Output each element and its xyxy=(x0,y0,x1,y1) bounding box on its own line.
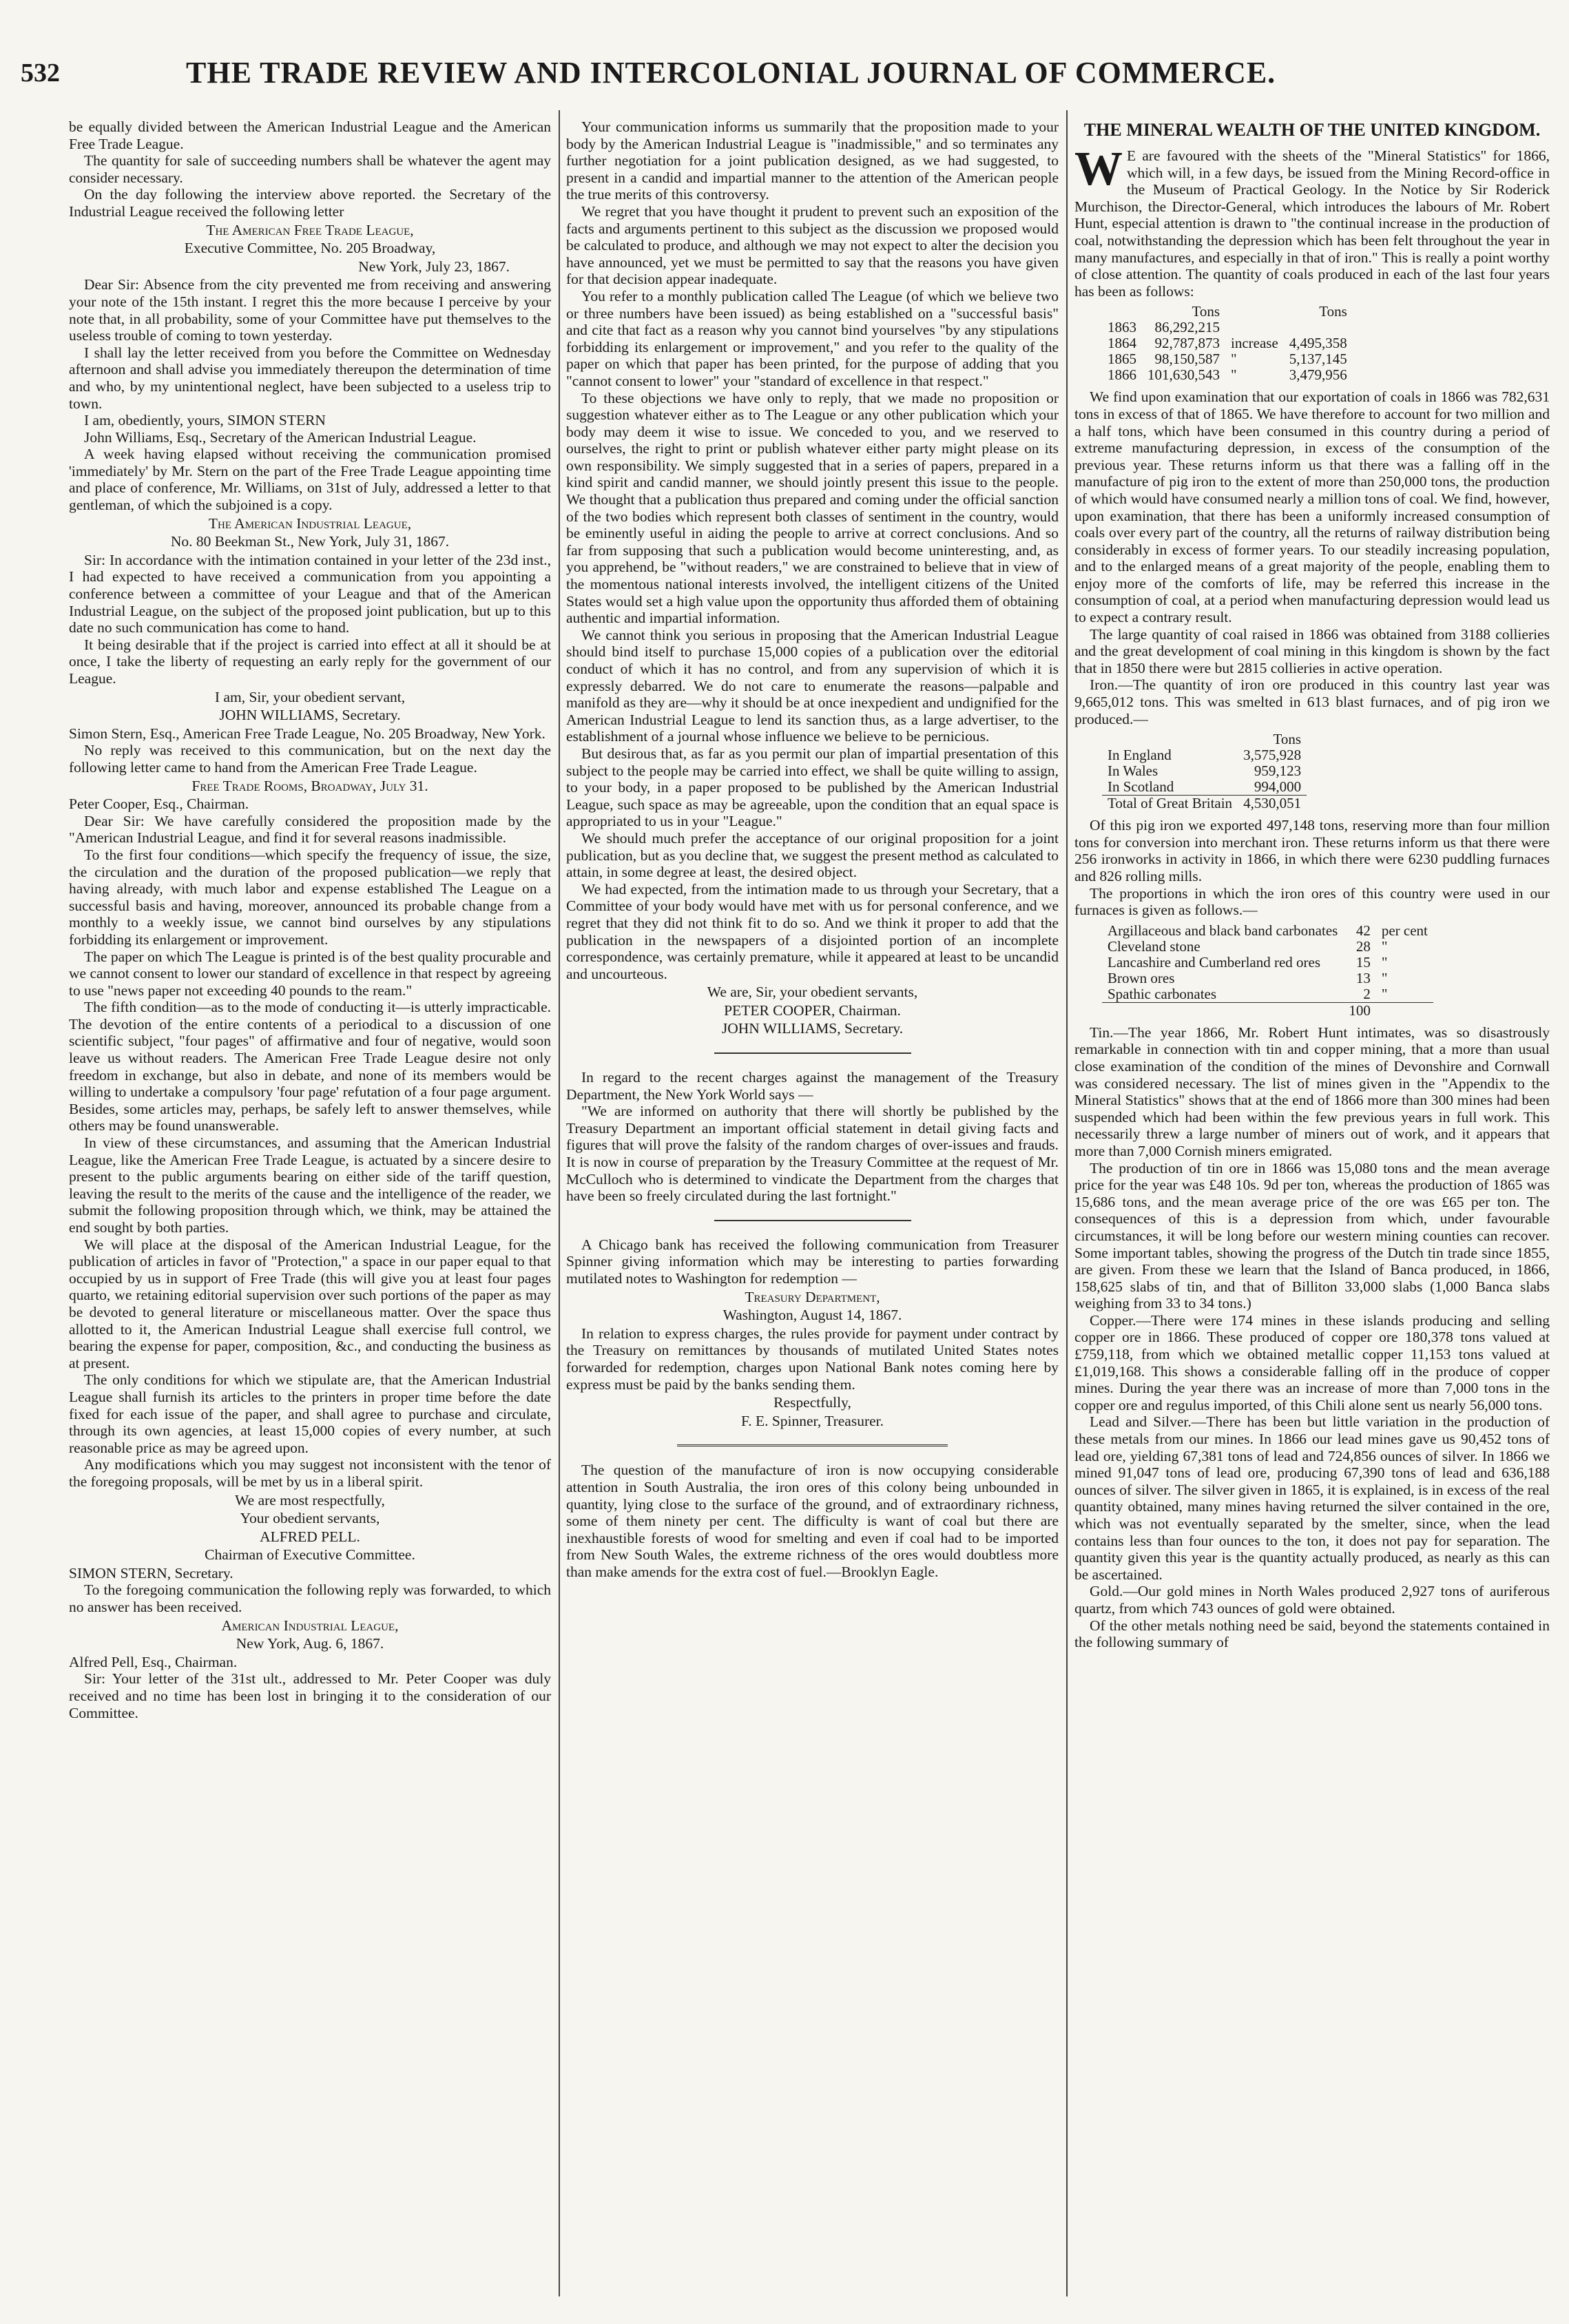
table-cell: 994,000 xyxy=(1254,778,1302,796)
table-cell: " xyxy=(1231,366,1237,384)
paragraph: Your communication informs us summarily that the proposition made to your body by the American Industrial League is "inadmissible," and so terminates any further negotiation for a joint publication designed, as we had suggested, to present in a candid and impartial manner to the attention of the American people the true merits of this controversy. xyxy=(566,118,1059,203)
iron-ore-table xyxy=(1102,923,1433,1019)
table-cell: Spathic carbonates xyxy=(1108,985,1217,1002)
column-1 xyxy=(69,118,551,2310)
table-row xyxy=(1102,955,1433,971)
table-cell: Lancashire and Cumberland red ores xyxy=(1108,953,1321,971)
table-cell: 3,575,928 xyxy=(1243,747,1302,764)
paragraph: Tin.—The year 1866, Mr. Robert Hunt intimates, was so disastrously remarkable in connection with tin and copper mining, that a more than usual close examination of the condition of the mines of Devonshire and Cornwall was considered necessary. The list of mines given in the "Appendix to the Mineral Statistics" shows that at the end of 1866 more than 300 mines had been suspended which had been within the few previous years in full work. This necessarily threw a large number of miners out of work, and it appears that more than 7,000 Cornish miners emigrated. xyxy=(1074,1024,1550,1159)
paragraph: Of the other metals nothing need be said, beyond the statements contained in the following summary of xyxy=(1074,1617,1550,1651)
paragraph: In regard to the recent charges against the management of the Treasury Department, the New York World says — xyxy=(566,1069,1059,1103)
paragraph-text: E are favoured with the sheets of the "Mineral Statistics" for 1866, which will, in a few days, be issued from the Mining Record-office in the Museum of Practical Geology. In the Notice by Sir Roderick Murchison, the Director-General, which introduces the labours of Mr. Robert Hunt, especial attention is drawn to "the continual increase in the production of coal, notwithstanding the depression which has been felt throughout the year in many manufactures, and especially in that of iron." This is really a point worthy of close attention. The quantity of coals produced in each of the last four years has been as follows: xyxy=(1074,147,1550,300)
signature: JOHN WILLIAMS, Secretary. xyxy=(721,1020,904,1037)
table-header-row xyxy=(1102,304,1353,320)
paragraph: It being desirable that if the project is carried into effect at all it should be at once, I take the liberty of requesting an early reply for the government of our League. xyxy=(69,636,551,687)
table-cell: 5,137,145 xyxy=(1289,351,1347,368)
signature: PETER COOPER, Chairman. xyxy=(724,1002,901,1019)
table-row xyxy=(1102,986,1433,1003)
paragraph: Copper.—There were 174 mines in these islands producing and selling copper ore in 1866. These produced of copper ore 180,378 tons valued at £759,118, from which we obtained metallic copper 11,153 tons valued at £1,019,168. This shows a considerable falling off in the produce of copper mines. During the year there was an increase of more than 7,000 tons in the copper ore and regulus imported, of this Chili alone sent us nearly 56,000 tons. xyxy=(1074,1311,1550,1413)
paragraph: On the day following the interview above reported. the Secretary of the Industrial League received the following letter xyxy=(69,186,551,220)
table-cell: Cleveland stone xyxy=(1108,937,1201,955)
drop-cap: W xyxy=(1074,143,1123,196)
table-total-row xyxy=(1102,1002,1433,1019)
column-rule-1 xyxy=(559,110,560,2296)
table-cell: Brown ores xyxy=(1108,969,1175,986)
paragraph: We regret that you have thought it prudent to prevent such an exposition of the facts and arguments pertinent to this subject as the discussion we proposed would be calculated to produce, and although we may not expect to alter the decision you have announced, yet we must be permitted to say that the reasons you have given for that decision appear inadequate. xyxy=(566,203,1059,288)
table-cell: 1863 xyxy=(1108,319,1136,336)
signature-title: Chairman of Executive Committee. xyxy=(205,1546,415,1564)
table-cell: 4,530,051 xyxy=(1238,796,1307,812)
table-cell: 1864 xyxy=(1108,335,1136,352)
paragraph: Of this pig iron we exported 497,148 tons, reserving more than four million tons for conversion into merchant iron. These returns inform us that there were 256 ironworks in activity in 1866, in which there were 6230 puddling furnaces and 826 rolling mills. xyxy=(1074,817,1550,884)
paragraph: You refer to a monthly publication called The League (of which we believe two or three numbers have been issued) as being established on a "successful basis" and cite that fact as a reason why you cannot bind yourselves "by any stipulations forbidding its enlargement or improvement," and you refer to the quality of the paper on which that paper has been printed, for the purpose of adding that you "cannot consent to lower" your "standard of excellence in that respect." xyxy=(566,287,1059,389)
paragraph: The paper on which The League is printed is of the best quality procurable and we cannot consent to lower our standard of excellence in that respect by agreeing to use "news paper not exceeding 40 pounds to the ream." xyxy=(69,948,551,999)
table-cell: " xyxy=(1381,969,1388,986)
table-cell: 15 xyxy=(1355,953,1371,971)
closing: We are, Sir, your obedient servants, xyxy=(707,984,918,1001)
table-cell: In England xyxy=(1108,747,1172,764)
table-row xyxy=(1102,939,1433,955)
table-cell: 2 xyxy=(1363,985,1371,1002)
paragraph: Sir: Your letter of the 31st ult., addressed to Mr. Peter Cooper was duly received and no time has been lost in bringing it to the consideration of our Committee. xyxy=(69,1670,551,1721)
paragraph: In relation to express charges, the rules provide for payment under contract by the Treasury on remittances by thousands of mutilated United States notes forwarded for redemption, charges upon National Bank notes coming here by express must be paid by the banks sending them. xyxy=(566,1325,1059,1393)
page-number: 532 xyxy=(21,59,60,87)
table-header-row xyxy=(1102,732,1307,747)
letter-dateline: Washington, August 14, 1867. xyxy=(723,1307,902,1324)
letter-dateline: No. 80 Beekman St., New York, July 31, 1867. xyxy=(170,533,450,550)
table-cell: In Wales xyxy=(1108,762,1158,780)
table-cell: " xyxy=(1231,351,1237,368)
letter-dateline: New York, Aug. 6, 1867. xyxy=(236,1635,384,1652)
paragraph: The production of tin ore in 1866 was 15,080 tons and the mean average price for the year was £48 10s. 9d per ton, whereas the production of 1865 was 15,686 tons, and the mean average price of the ore was £65 per ton. The consequences of this is a depression from which, under favourable circumstances, it will be long before our western mining counties can recover. Some important tables, showing the progress of the Dutch tin trade since 1855, are given. From these we learn that the Island of Banca produced, in 1866, 158,625 slabs of tin, and that of Billiton 33,000 slabs (1,000 Banca slabs weighing from 33 to 34 tons.) xyxy=(1074,1159,1550,1312)
closing: We are most respectfully, xyxy=(235,1491,385,1508)
column-header: Tons xyxy=(1319,303,1347,320)
closing: I am, Sir, your obedient servant, xyxy=(214,688,406,705)
table-row xyxy=(1102,971,1433,986)
table-cell: Argillaceous and black band carbonates xyxy=(1108,922,1338,939)
column-header: Tons xyxy=(1273,731,1302,748)
table-cell: " xyxy=(1381,953,1388,971)
closing: Respectfully, xyxy=(773,1394,851,1411)
paragraph: We cannot think you serious in proposing that the American Industrial League should bind itself to purchase 15,000 copies of a publication over the editorial conduct of which it has no control, and from any supervision of which it is expressly debarred. We do not care to enumerate the reasons—palpable and manifold as they are—why it should be at once inexpedient and undignified for the American Industrial League to lend its sanction thus, as a large advertiser, to the establishment of a journal whose influence we believe to be pernicious. xyxy=(566,626,1059,745)
paragraph: The fifth condition—as to the mode of conducting it—is utterly impracticable. The devotion of the entire contents of a periodical to a discussion of one scientific subject, "four pages" of affirmative and four of negative, would soon leave us without readers. The American Free Trade League desire not only freedom in exchange, but also in debate, and none of its members would be willing to undertake a compulsory 'four page' refutation of a four page argument. Besides, some articles may, perhaps, be safely left to answer themselves, while others may be found unanswerable. xyxy=(69,999,551,1134)
signature: I am, obediently, yours, SIMON STERN xyxy=(84,412,326,429)
table-row xyxy=(1102,763,1307,779)
paragraph: To the first four conditions—which specify the frequency of issue, the size, the circulation and the duration of the proposed publication—we reply that having already, with much labor and expense established The League on a successful basis and having, moreover, announced its probable change from a monthly to a weekly issue, we cannot bind ourselves by any stipulations forbidding its enlargement or improvement. xyxy=(69,846,551,948)
article-separator xyxy=(677,1444,948,1446)
paragraph: John Williams, Esq., Secretary of the American Industrial League. xyxy=(84,428,477,446)
table-row xyxy=(1102,335,1353,351)
letter-heading: The American Industrial League, xyxy=(208,515,412,532)
table-cell: 92,787,873 xyxy=(1154,335,1220,352)
paragraph: Sir: In accordance with the intimation contained in your letter of the 23d inst., I had expected to have received a communication from you appointing a conference between a committee of your League and that of the American Industrial League, on the subject of the proposed joint publication, but up to this date no such communication has come to hand. xyxy=(69,551,551,636)
table-row xyxy=(1102,351,1353,367)
paragraph: We had expected, from the intimation made to us through your Secretary, that a Committee of your body would have met with us for personal conference, and we regret that they did not think fit to do so. And we think it proper to add that the publication in the newspapers of a disjointed portion of an incomplete correspondence, was certainly premature, while it appeared at least to be uncandid and uncourteous. xyxy=(566,880,1059,982)
table-cell: " xyxy=(1381,985,1388,1002)
letter-heading: American Industrial League, xyxy=(221,1617,399,1634)
paragraph: Alfred Pell, Esq., Chairman. xyxy=(69,1653,238,1670)
paragraph: be equally divided between the American Industrial League and the American Free Trade League. xyxy=(69,118,551,152)
table-cell: " xyxy=(1381,937,1388,955)
coal-production-table xyxy=(1102,304,1353,383)
masthead xyxy=(21,55,1528,103)
column-header: Tons xyxy=(1192,303,1220,320)
paragraph: Dear Sir: Absence from the city prevented me from receiving and answering your note of the 15th instant. I regret this the more because I perceive by your note that, in all probability, some of your Committee have put themselves to the useless trouble of coming to town yesterday. xyxy=(69,276,551,344)
table-cell: 1866 xyxy=(1108,366,1136,384)
letter-heading: The American Free Trade League, xyxy=(206,221,414,238)
letter-dateline: New York, July 23, 1867. xyxy=(358,258,510,275)
quotation: "We are informed on authority that there will shortly be published by the Treasury Department an important official statement in detail giving facts and figures that will prove the falsity of the random charges of over-issues and frauds. It is now in course of preparation by the Treasury Committee at the request of Mr. McCulloch who is determined to vindicate the Department from the charges that have been so freely circulated during the last fortnight." xyxy=(566,1103,1059,1205)
table-cell: 4,495,358 xyxy=(1289,335,1347,352)
paragraph: A Chicago bank has received the following communication from Treasurer Spinner giving information which may be interesting to parties forwarding mutilated notes to Washington for redemption — xyxy=(566,1236,1059,1287)
table-row xyxy=(1102,779,1307,796)
closing: Your obedient servants, xyxy=(240,1510,380,1527)
column-2 xyxy=(566,118,1059,2310)
article-separator xyxy=(714,1052,911,1054)
table-total-row xyxy=(1102,796,1307,812)
table-cell: Total of Great Britain xyxy=(1102,796,1238,812)
table-cell: 959,123 xyxy=(1254,762,1302,780)
table-cell: 42 xyxy=(1355,922,1371,939)
paragraph: The quantity for sale of succeeding numbers shall be whatever the agent may consider necessary. xyxy=(69,152,551,186)
table-cell: 98,150,587 xyxy=(1154,351,1220,368)
signature: JOHN WILLIAMS, Secretary. xyxy=(219,707,401,724)
paragraph: Any modifications which you may suggest not inconsistent with the tenor of the foregoing proposals, will be met by us in a liberal spirit. xyxy=(69,1456,551,1490)
table-cell xyxy=(1284,320,1353,335)
table-cell: per cent xyxy=(1381,922,1428,939)
paragraph: In view of these circumstances, and assuming that the American Industrial League, like the American Free Trade League, is actuated by a sincere desire to present to the public arguments bearing on either side of the tariff question, leaving the result to the merits of the cause and the intelligence of the reader, we submit the following proposition through which, we think, may be attained the end sought by both parties. xyxy=(69,1134,551,1236)
signature: F. E. Spinner, Treasurer. xyxy=(740,1412,884,1429)
paragraph: To these objections we have only to reply, that we made no proposition or suggestion whatever either as to The League or any other publication which your body may deem it wise to issue. We conceded to you, and we reserved to ourselves, the right to print or publish whatever either party might please on its own responsibility. We simply suggested that in a series of papers, prepared in a kind spirit and candid manner, we should jointly present this issue to the people. We thought that a publication thus prepared and coming under the official sanction of the two bodies which represent both classes of sentiment in the country, would be eminently useful in aiding the people to arrive at correct conclusions. And so far from supposing that such a publication would become uninteresting, and, as you apprehend, be "without readers," we are constrained to believe that in view of the momentous national interests involved, the intelligent citizens of the United States would set a high value upon the opportunity thus afforded them of obtaining authentic and impartial information. xyxy=(566,389,1059,627)
paragraph: The proportions in which the iron ores of this country were used in our furnaces is given as follows.— xyxy=(1074,884,1550,919)
paragraph: Gold.—Our gold mines in North Wales produced 2,927 tons of auriferous quartz, from which 743 ounces of gold were obtained. xyxy=(1074,1583,1550,1617)
table-cell: 101,630,543 xyxy=(1147,366,1220,384)
table-row xyxy=(1102,367,1353,383)
paragraph: The question of the manufacture of iron is now occupying considerable attention in South Australia, the iron ores of this colony being unbounded in quantity, lying close to the surface of the ground, and of extraordinary richness, some of them ninety per cent. The difficulty is want of coal but there are inexhaustible forests of wood for smelting and even if coal had to be imported from New South Wales, the extreme richness of the ores would doubtless more than make amends for the extra cost of fuel.—Brooklyn Eagle. xyxy=(566,1462,1059,1580)
paragraph: To the foregoing communication the following reply was forwarded, to which no answer has been received. xyxy=(69,1581,551,1616)
table-cell: 28 xyxy=(1355,937,1371,955)
paragraph: Peter Cooper, Esq., Chairman. xyxy=(69,796,249,813)
paragraph: We should much prefer the acceptance of our original proposition for a joint publication, but as you decline that, we suggest the present method as calculated to attain, in some degree at least, the desired object. xyxy=(566,829,1059,881)
paragraph xyxy=(1074,143,1550,300)
table-cell: 100 xyxy=(1343,1002,1376,1019)
paragraph: We will place at the disposal of the American Industrial League, for the publication of articles in favor of "Protection," a space in our paper equal to that occupied by us in support of Free Trade (this will give you at least four pages quarto, we retaining editorial supervision over such portions of the paper as may be devoted to general literature or miscellaneous matter. Over the space thus allotted to it, the American Industrial League shall exercise full control, we bearing the expense for paper, composition, &c., and conducting the business as at present. xyxy=(69,1236,551,1371)
paragraph: A week having elapsed without receiving the communication promised 'immediately' by Mr. Stern on the part of the Free Trade League appointing time and place of conference, Mr. Williams, on 31st of July, addressed a letter to that gentleman, of which the subjoined is a copy. xyxy=(69,446,551,514)
paragraph: Lead and Silver.—There has been but little variation in the production of these metals from our mines. In 1866 our lead mines gave us 90,452 tons of lead ore, yielding 67,381 tons of lead and 724,856 ounces of silver. In 1866 we mined 91,047 tons of lead ore, producing 67,390 tons of lead and 636,188 ounces of silver. The silver given in 1865, it is explained, is in excess of the real quantity obtained, many mines having returned the silver contained in the ore, which was not eventually separated by the smelter, since, when the lead contains less than four ounces to the ton, it does not pay for separation. The quantity given this year is the quantity actually produced, as nearly as this can be ascertained. xyxy=(1074,1413,1550,1583)
table-cell: In Scotland xyxy=(1108,778,1174,796)
table-row xyxy=(1102,320,1353,335)
letter-heading: Executive Committee, No. 205 Broadway, xyxy=(184,240,436,257)
paragraph: I shall lay the letter received from you before the Committee on Wednesday afternoon and shall advise you immediately thereupon the determination of time and who, by my unintentional neglect, have been subjected to a useless trip to town. xyxy=(69,344,551,412)
journal-title: THE TRADE REVIEW AND INTERCOLONIAL JOURNAL OF COMMERCE. xyxy=(186,56,1276,90)
table-cell: 3,479,956 xyxy=(1289,366,1347,384)
paragraph: Dear Sir: We have carefully considered the proposition made by the "American Industrial League, and find it for several reasons inadmissible. xyxy=(69,812,551,847)
paragraph: We find upon examination that our exportation of coals in 1866 was 782,631 tons in excess of that of 1865. We have therefore to account for two million and a half tons, which have been consumed in this country during a period of extreme manufacturing depression, in excess of the consumption of the previous year. These returns inform us that there was a falling off in the manufacture of pig iron to the extent of more than 250,000 tons, the production of which would have consumed nearly a million tons of coal. We find, however, upon examination, that there has been a uniformly increased consumption of coals over every part of the country, all the returns of railway distribution being considerably in excess of former years. To our steadily increasing population, and to the enlarged means of a great majority of the people, enabling them to enjoy more of the comforts of life, may be referred this increase in the consumption of coal, at a period when manufacturing depression would lead us to expect a contrary result. xyxy=(1074,388,1550,626)
letter-heading: Free Trade Rooms, Broadway, July 31. xyxy=(191,777,428,794)
column-rule-2 xyxy=(1066,110,1068,2296)
signature: SIMON STERN, Secretary. xyxy=(69,1564,233,1581)
paragraph: Iron.—The quantity of iron ore produced in this country last year was 9,665,012 tons. This was smelted in 613 blast furnaces, and of pig iron we produced.— xyxy=(1074,676,1550,727)
letter-heading: Treasury Department, xyxy=(745,1288,880,1305)
table-cell: 1865 xyxy=(1108,351,1136,368)
signature: ALFRED PELL. xyxy=(260,1528,360,1545)
paragraph: Simon Stern, Esq., American Free Trade League, No. 205 Broadway, New York. xyxy=(69,725,545,742)
paragraph: The only conditions for which we stipulate are, that the American Industrial League shall furnish its articles to the printers in proper time before the date fixed for each issue of the paper, and shall agree to purchase and circulate, through its own agencies, at least 15,000 copies of every number, at such reasonable price as may be agreed upon. xyxy=(69,1371,551,1456)
table-cell: 13 xyxy=(1355,969,1371,986)
article-heading: THE MINERAL WEALTH OF THE UNITED KINGDOM. xyxy=(1083,120,1541,140)
pig-iron-table xyxy=(1102,732,1307,811)
table-cell: 86,292,215 xyxy=(1154,319,1220,336)
column-3 xyxy=(1074,118,1550,2310)
table-row xyxy=(1102,923,1433,939)
table-row xyxy=(1102,747,1307,763)
table-cell xyxy=(1225,320,1284,335)
paragraph: No reply was received to this communication, but on the next day the following letter came to hand from the American Free Trade League. xyxy=(69,742,551,776)
table-cell: increase xyxy=(1231,335,1278,352)
paragraph: The large quantity of coal raised in 1866 was obtained from 3188 collieries and the great development of coal mining in this kingdom is shown by the fact that in 1850 there were but 2815 collieries in active operation. xyxy=(1074,625,1550,676)
paragraph: But desirous that, as far as you permit our plan of impartial presentation of this subject to the people may be carried into effect, we shall be quite willing to assign, to your body, in a paper proposed to be published by the American Industrial League, such space as may be agreeable, upon the condition that an equal space is appropriated to us in your "League." xyxy=(566,745,1059,830)
article-separator xyxy=(714,1220,911,1221)
